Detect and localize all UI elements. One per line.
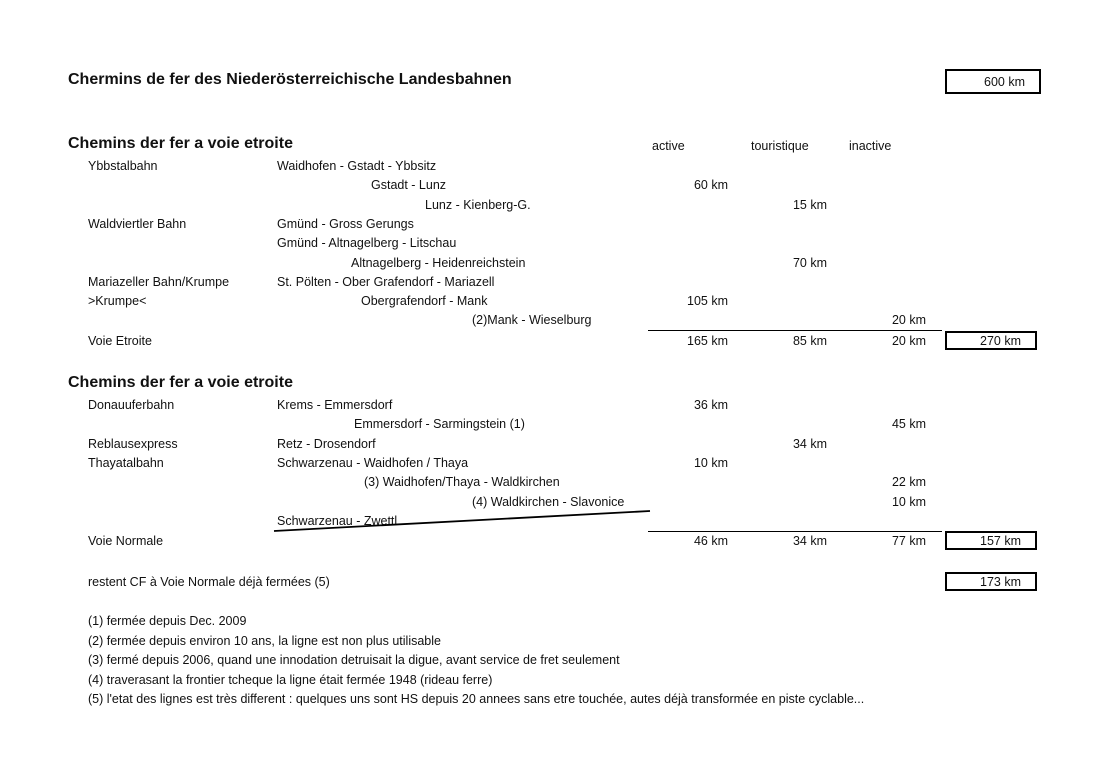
sum-label: Voie Normale [88,534,164,548]
sum-rule [648,330,942,331]
route-text: Altnagelberg - Heidenreichstein [351,256,526,270]
closed-label: restent CF à Voie Normale déjà fermées (5) [88,575,330,589]
route-text: Obergrafendorf - Mank [361,294,488,308]
line-name: Donauuferbahn [88,398,175,412]
footnote: (3) fermé depuis 2006, quand une innodation detruisait la digue, avant service de fret seulement [88,653,620,667]
closed-total-box [945,572,1037,591]
inactive-km: 20 km [891,313,926,327]
grand-total-value: 600 km [984,75,1025,89]
route-text: (4) Waldkirchen - Slavonice [472,495,625,509]
touristique-km: 34 km [792,437,827,451]
section2-heading: Chemins der fer a voie etroite [68,374,293,391]
section1-heading: Chemins der fer a voie etroite [68,135,293,152]
sum-touristique: 34 km [792,534,827,548]
sum-touristique: 85 km [792,334,827,348]
active-km: 60 km [693,178,728,192]
route-text: Gstadt - Lunz [371,178,447,192]
footnote: (2) fermée depuis environ 10 ans, la ligne est non plus utilisable [88,634,441,648]
line-name: Waldviertler Bahn [88,217,187,231]
sum-total-box [945,531,1037,550]
sum-active: 46 km [693,534,728,548]
active-km: 10 km [693,456,728,470]
line-name: >Krumpe< [88,294,147,308]
route-text: Emmersdorf - Sarmingstein (1) [354,417,525,431]
route-text: Krems - Emmersdorf [277,398,393,412]
sum-active: 165 km [687,334,728,348]
route-text: Gmünd - Gross Gerungs [277,217,414,231]
footnote: (5) l'etat des lignes est très different : quelques uns sont HS depuis 20 annees sans etre touchée, autes déjà transformée en piste cyclable... [88,692,865,706]
touristique-km: 70 km [792,256,827,270]
inactive-km: 10 km [891,495,926,509]
route-text: Gmünd - Altnagelberg - Litschau [277,236,457,250]
footnote: (4) traverasant la frontier tcheque la ligne était fermée 1948 (rideau ferre) [88,673,493,687]
inactive-km: 45 km [891,417,926,431]
sum-inactive: 20 km [891,334,926,348]
line-name: Reblausexpress [88,437,178,451]
grand-total-box [945,69,1041,94]
active-km: 36 km [693,398,728,412]
inactive-km: 22 km [891,475,926,489]
closed-total-value: 173 km [980,575,1021,589]
line-name: Ybbstalbahn [88,159,158,173]
route-text: Lunz - Kienberg-G. [425,198,531,212]
col-header-inactive: inactive [849,139,892,153]
sum-rule [648,531,942,532]
active-km: 105 km [687,294,728,308]
footnote: (1) fermée depuis Dec. 2009 [88,614,247,628]
route-text: Waidhofen - Gstadt - Ybbsitz [277,159,437,173]
sum-total-value: 157 km [980,534,1021,548]
sum-total-value: 270 km [980,334,1021,348]
col-header-active: active [652,139,685,153]
route-text: Schwarzenau - Waidhofen / Thaya [277,456,469,470]
route-text: Schwarzenau - Zwettl [277,514,398,528]
col-header-touristique: touristique [751,139,809,153]
strikethrough-line [270,505,655,535]
line-name: Thayatalbahn [88,456,164,470]
route-text: St. Pölten - Ober Grafendorf - Mariazell [277,275,495,289]
touristique-km: 15 km [792,198,827,212]
sum-label: Voie Etroite [88,334,152,348]
sum-inactive: 77 km [891,534,926,548]
route-text: (2)Mank - Wieselburg [472,313,592,327]
sum-total-box [945,331,1037,350]
route-text: Retz - Drosendorf [277,437,376,451]
line-name: Mariazeller Bahn/Krumpe [88,275,230,289]
route-text: (3) Waidhofen/Thaya - Waldkirchen [364,475,560,489]
page-title: Chermins de fer des Niederösterreichische Landesbahnen [68,71,512,88]
